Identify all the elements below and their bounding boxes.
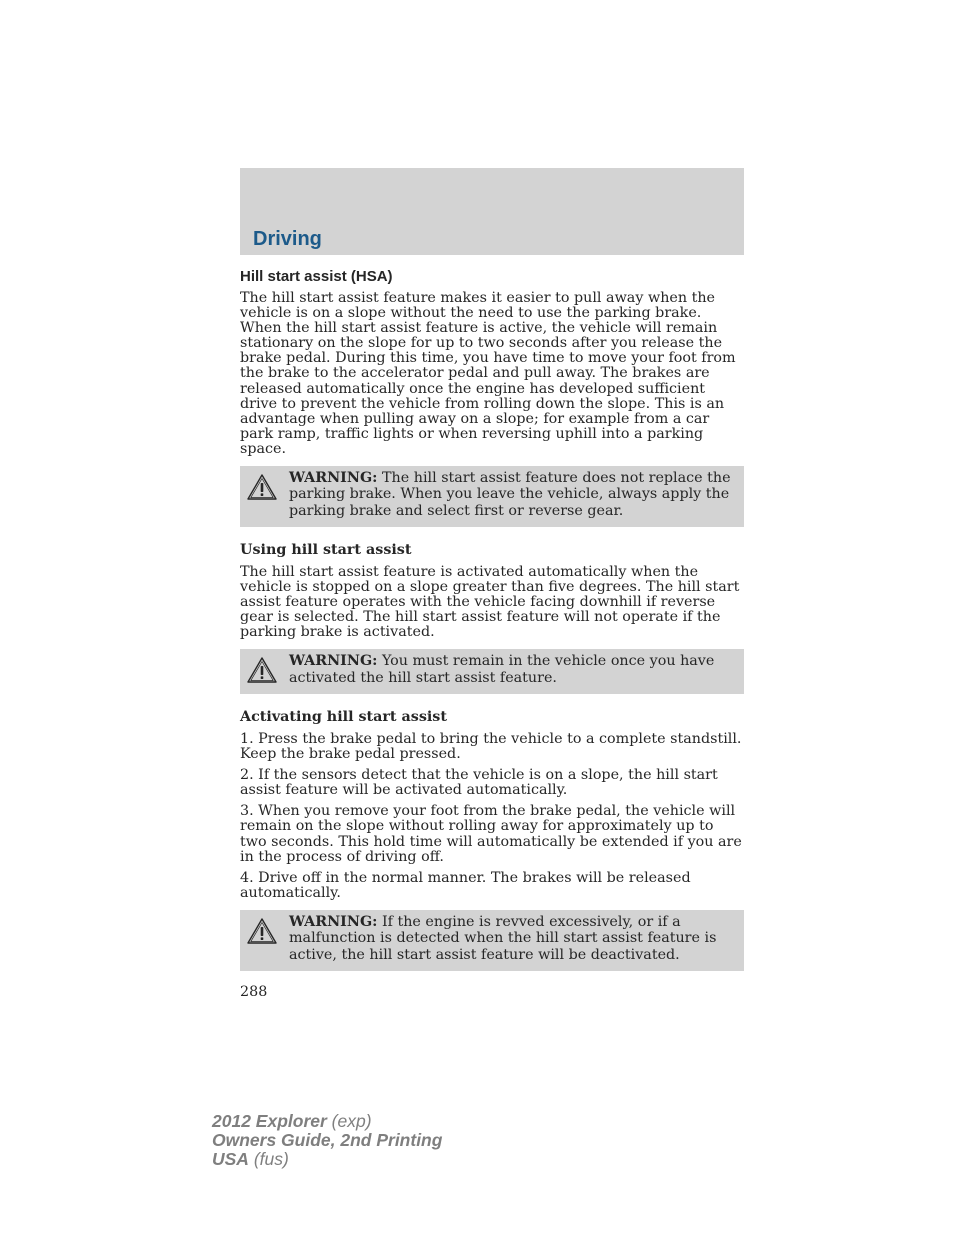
footer-line-3 [212, 1150, 442, 1169]
footer-market: USA [212, 1149, 249, 1169]
step-item: 4. Drive off in the normal manner. The brakes will be released automatically. [240, 869, 691, 901]
warning-label: WARNING: [289, 470, 378, 487]
page-number: 288 [240, 983, 268, 1000]
hsa-intro-paragraph: The hill start assist feature makes it easier to pull away when the vehicle is on a slope without the need to use the parking brake. When the hill start assist feature is active, the vehicle will remain stationary on the slope for up to two seconds after you release the brake pedal. During this time, you have time to move your foot from the brake to the accelerator pedal and pull away. The brakes are released automatically once the engine has developed sufficient drive to prevent the vehicle from rolling down the slope. This is an advantage when pulling away on a slope; for example from a car park ramp, traffic lights or when reversing uphill into a parking space. [240, 290, 736, 457]
hsa-heading: Hill start assist (HSA) [240, 268, 393, 285]
footer-line-1 [212, 1112, 442, 1131]
warning-box-1 [240, 466, 744, 527]
step-item: 1. Press the brake pedal to bring the vehicle to a complete standstill. Keep the brake pedal pressed. [240, 730, 742, 763]
footer-guide: Owners Guide, 2nd Printing [212, 1130, 443, 1150]
step-item: 3. When you remove your foot from the brake pedal, the vehicle will remain on the slope without rolling away for approximately up to two seconds. This hold time will automatically be extended if you are in the process of driving off. [240, 803, 742, 865]
warning-box-2 [240, 649, 744, 694]
using-hsa-heading: Using hill start assist [240, 541, 412, 558]
warning-text: The hill start assist feature does not replace the parking brake. When you leave the vehicle, always apply the parking brake and select first or reverse gear. [289, 470, 731, 519]
warning-label: WARNING: [289, 653, 378, 670]
footer-line-2 [212, 1131, 442, 1150]
warning-triangle-icon [246, 656, 278, 684]
warning-text: You must remain in the vehicle once you have activated the hill start assist feature. [289, 653, 715, 686]
document-footer [212, 1112, 442, 1169]
warning-box-3 [240, 910, 744, 971]
warning-triangle-icon [246, 473, 278, 501]
section-header-band [240, 168, 744, 255]
step-item: 2. If the sensors detect that the vehicle is on a slope, the hill start assist feature will be activated automatically. [240, 767, 718, 799]
using-hsa-paragraph: The hill start assist feature is activated automatically when the vehicle is stopped on a slope greater than five degrees. The hill start assist feature operates with the vehicle facing downhill if reverse gear is selected. The hill start assist feature will not operate if the parking brake is activated. [240, 563, 740, 641]
activating-hsa-heading: Activating hill start assist [240, 708, 447, 725]
warning-label: WARNING: [289, 913, 378, 930]
warning-triangle-icon [246, 917, 278, 945]
footer-market-code: (fus) [248, 1149, 289, 1169]
section-title: Driving [253, 228, 322, 250]
footer-model: 2012 Explorer [212, 1111, 327, 1131]
warning-text: If the engine is revved excessively, or if a malfunction is detected when the hill start assist feature is active, the hill start assist feature will be deactivated. [289, 913, 717, 963]
page-content [240, 268, 744, 1000]
footer-model-code: (exp) [326, 1111, 372, 1131]
